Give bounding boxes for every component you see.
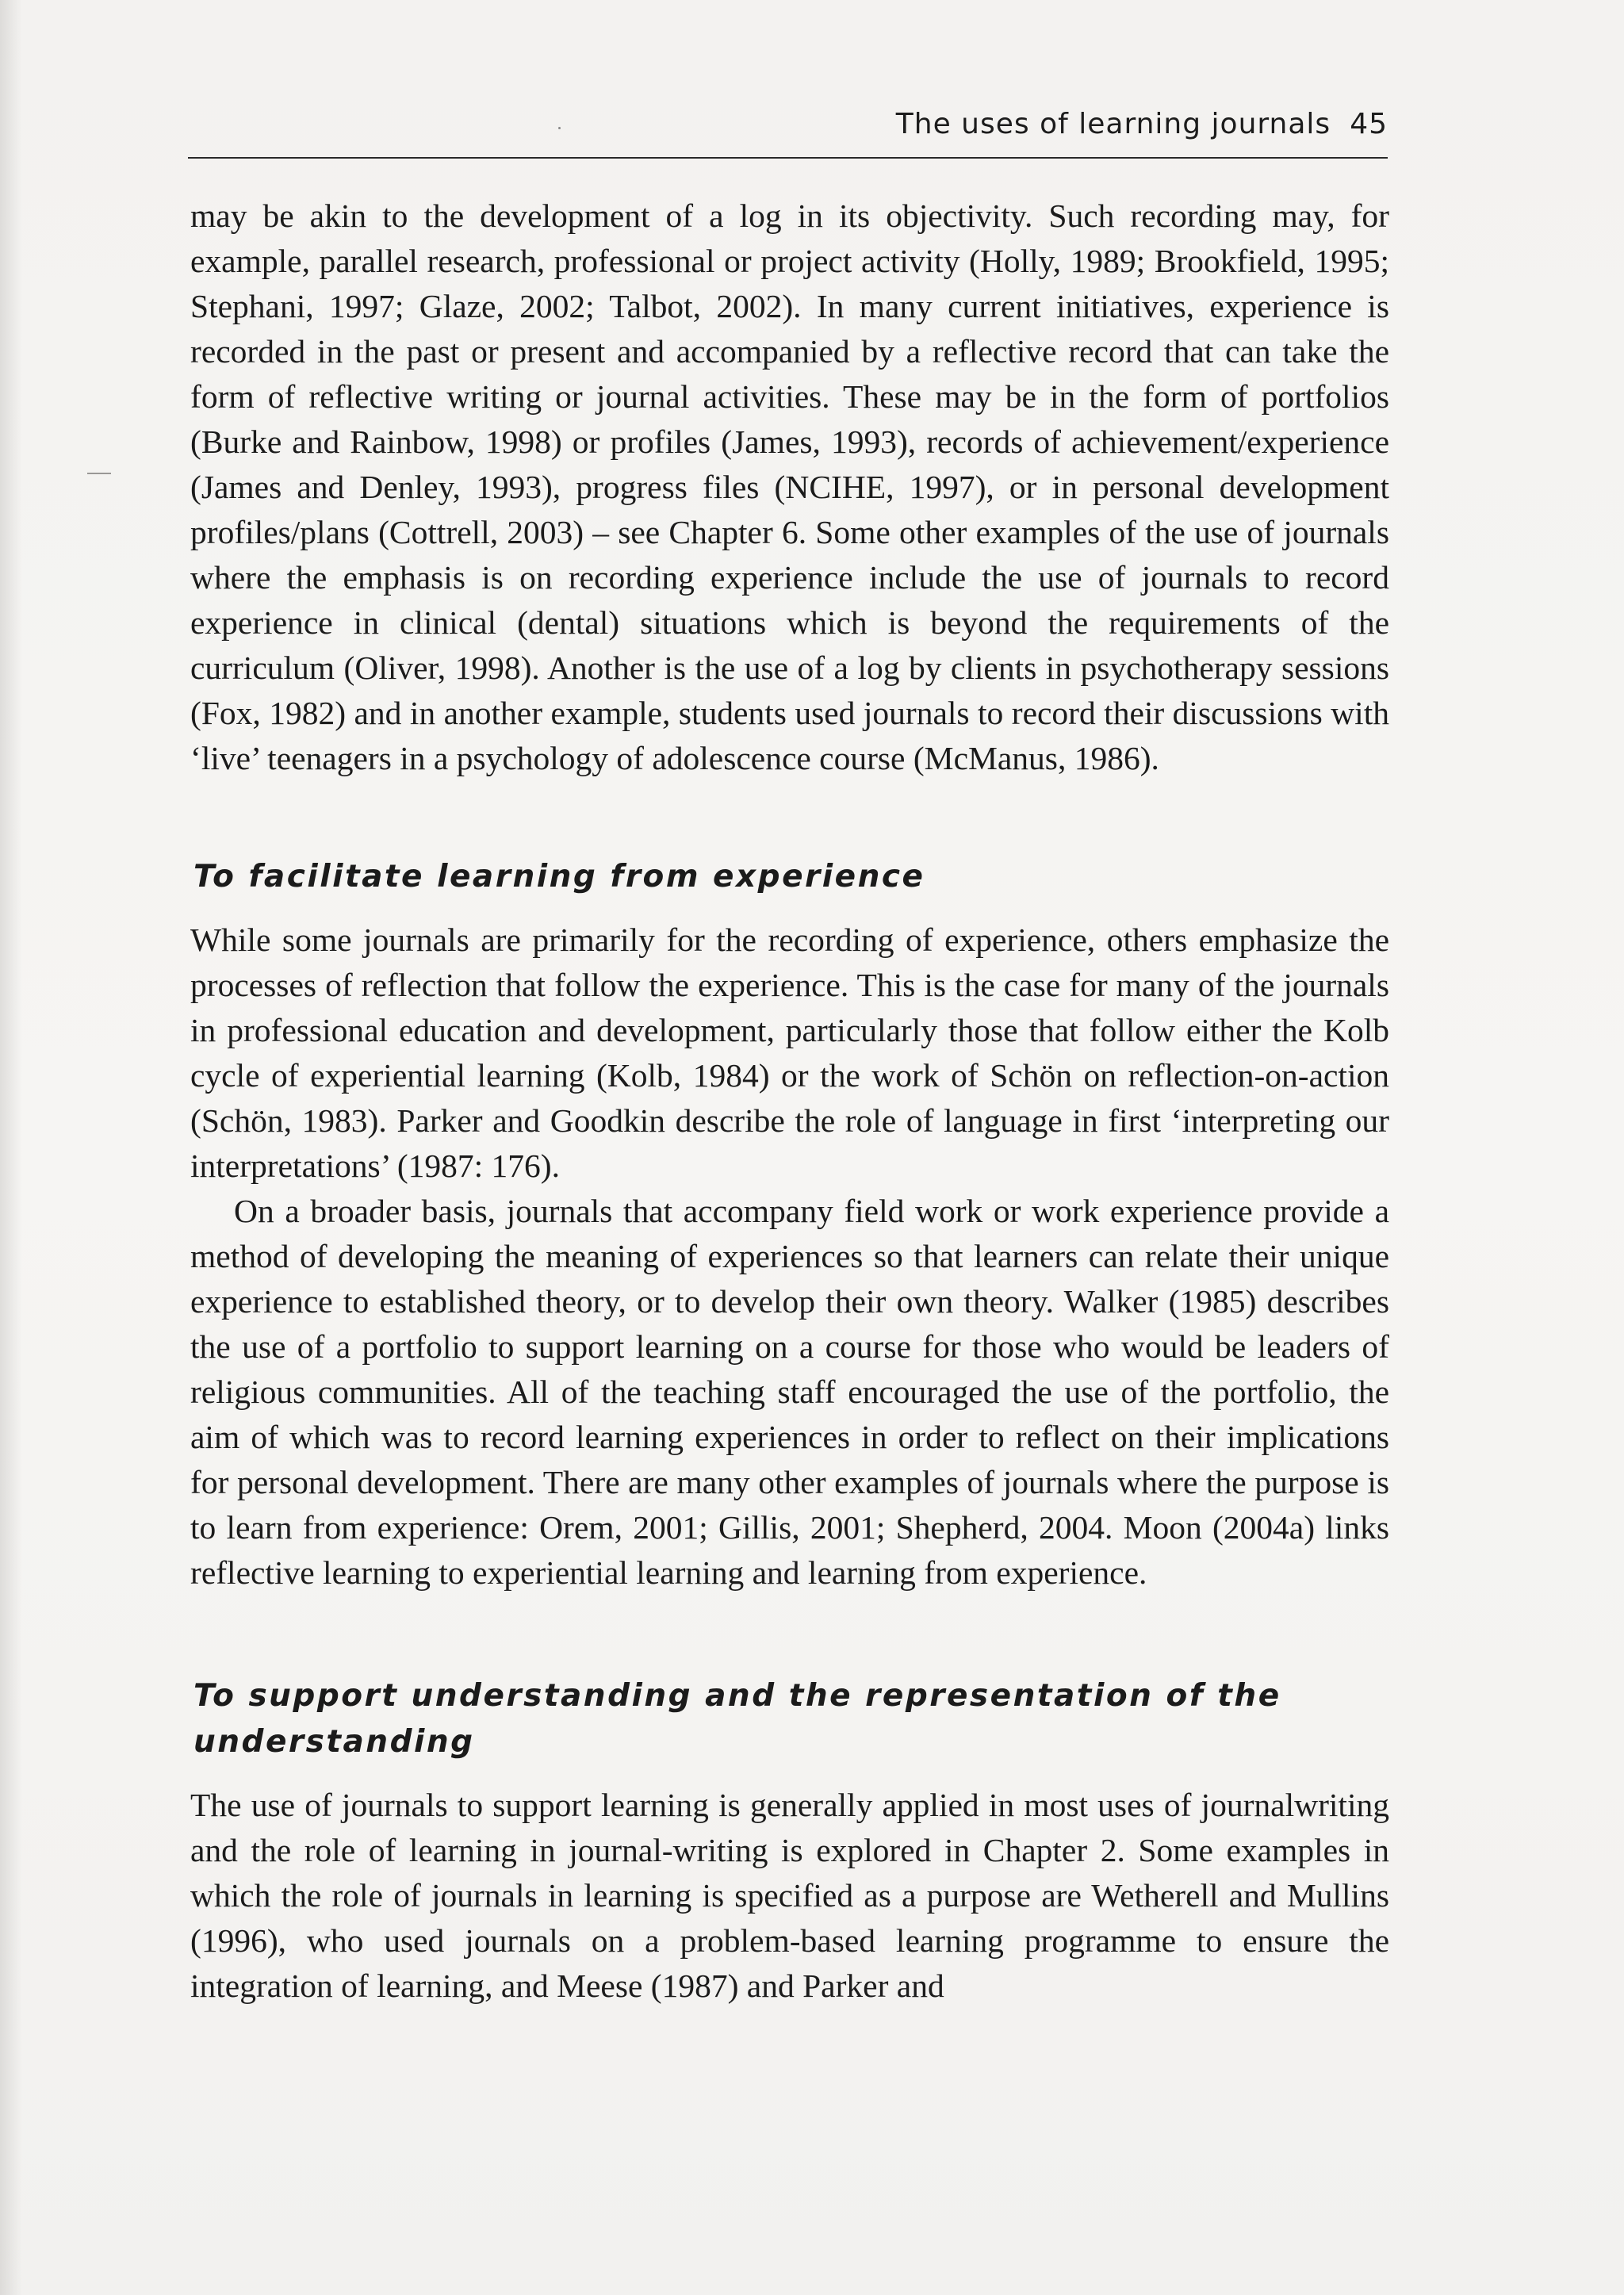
page-gutter-shadow — [0, 0, 22, 2295]
paragraph-support-learning: The use of journals to support learning is generally applied in most uses of journalwriting and the role of learning in journal-writing is explored in Chapter 2. Some examples in which the role of journals in learning is specified as a purpose are Wetherell and Mullins (1996), who used journals on a problem-based learning programme to ensure the integration of learning, and Meese (1987) and Parker and — [190, 1787, 1389, 2004]
header-rule — [188, 157, 1388, 159]
section-heading-support-understanding: To support understanding and the representation of the understanding — [193, 1678, 1281, 1760]
scan-speck — [558, 127, 561, 129]
paragraph-field-work: On a broader basis, journals that accompany field work or work experience provide a method of developing the meaning of experiences so that learners can relate their unique experience to established theory, or to develop their own theory. Walker (1985) describes the use of a portfolio to support learning on a course for those who would be leaders of religious communities. All of the teaching staff encouraged the use of the portfolio, the aim of which was to record learning experiences in order to reflect on their implications for personal development. There are many other examples of journals where the purpose is to learn from experience: Orem, 2001; Gillis, 2001; Shepherd, 2004. Moon (2004a) links reflective learning to experiential learning and learning from experience. — [190, 1193, 1389, 1591]
running-head-title: The uses of learning journals — [895, 108, 1331, 140]
page-number: 45 — [1350, 108, 1388, 140]
margin-mark — [87, 473, 111, 474]
section-heading-facilitate-learning: To facilitate learning from experience — [193, 859, 925, 895]
paragraph-reflection-processes: While some journals are primarily for the recording of experience, others emphasize the processes of reflection that follow the experience. This is the case for many of the journals in professional education and development, particularly those that follow either the Kolb cycle of experiential learning (Kolb, 1984) or the work of Schön on reflection-on-action (Schön, 1983). Parker and Goodkin describe the role of language in first ‘interpreting our interpretations’ (1987: 176). — [190, 921, 1389, 1184]
body-text — [190, 193, 1389, 2009]
running-head — [880, 108, 1388, 140]
paragraph-recording-experience: may be akin to the development of a log in its objectivity. Such recording may, for example, parallel research, professional or project activity (Holly, 1989; Brookfield, 1995; Stephani, 1997; Glaze, 2002; Talbot, 2002). In many current initiatives, experience is recorded in the past or present and accompanied by a reflective record that can take the form of reflective writing or journal activities. These may be in the form of portfolios (Burke and Rainbow, 1998) or profiles (James, 1993), records of achievement/experience (James and Denley, 1993), progress files (NCIHE, 1997), or in personal development profiles/plans (Cottrell, 2003) – see Chapter 6. Some other examples of the use of journals where the emphasis is on recording experience include the use of journals to record experience in clinical (dental) situations which is beyond the requirements of the curriculum (Oliver, 1998). Another is the use of a log by clients in psychotherapy sessions (Fox, 1982) and in another example, students used journals to record their discussions with ‘live’ teenagers in a psychology of adolescence course (McManus, 1986). — [190, 197, 1389, 776]
